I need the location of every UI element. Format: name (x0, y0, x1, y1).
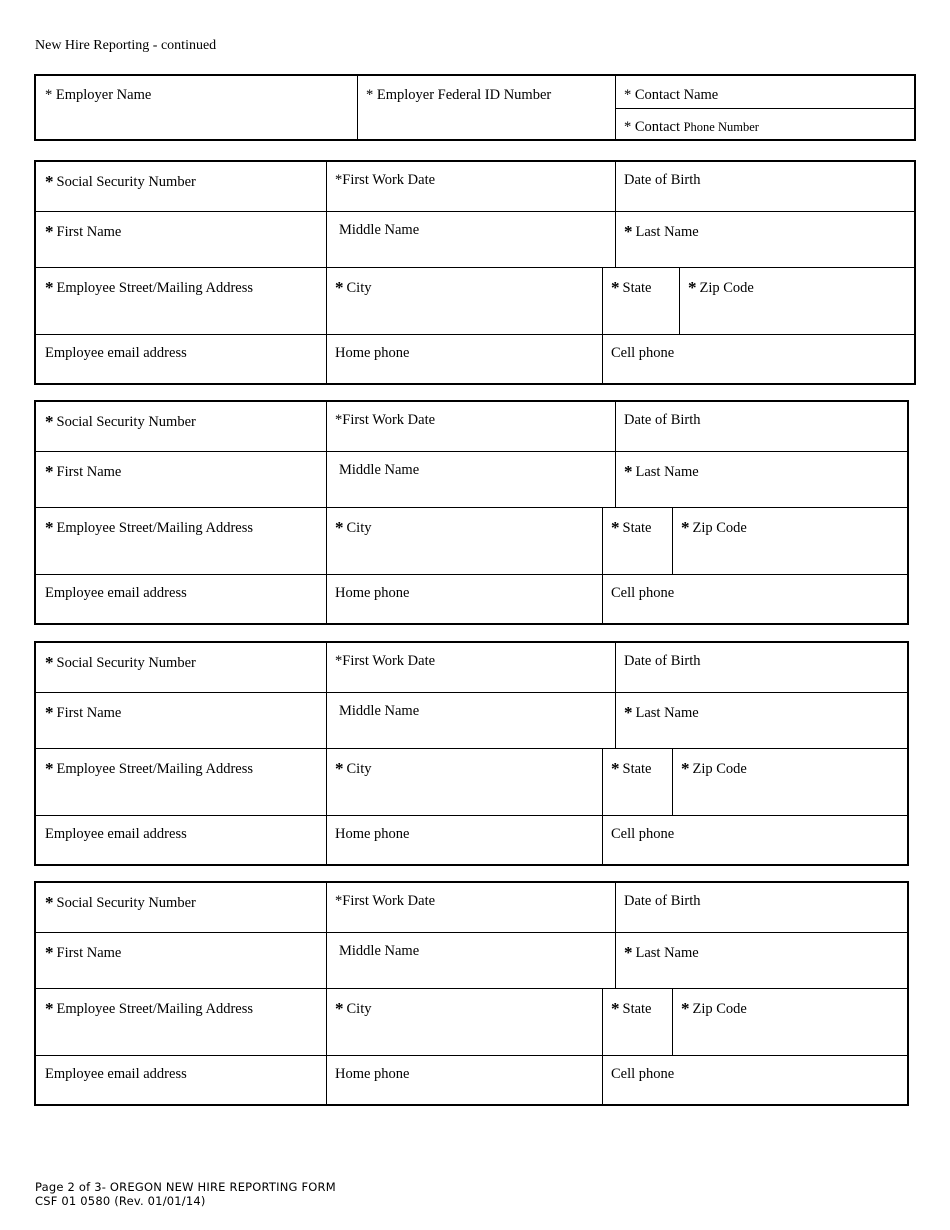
last-name-label: Last Name (635, 464, 699, 480)
contact-name-label: Contact Name (634, 87, 719, 103)
employee-record-4 (34, 881, 909, 1106)
employer-name-field[interactable]: * Employer Name (45, 87, 152, 103)
middle-name-field[interactable] (330, 933, 615, 988)
email-label: Employee email address (45, 345, 187, 361)
city-label: City (346, 280, 372, 296)
first-name-field[interactable]: * First Name (45, 943, 122, 962)
zip-label: Zip Code (699, 280, 754, 296)
home-phone-field[interactable] (326, 575, 602, 625)
employer-fein-field[interactable]: * Employer Federal ID Number (366, 87, 552, 103)
zip-label: Zip Code (692, 1001, 747, 1017)
dob-field[interactable] (615, 402, 909, 451)
first-work-date-label: *First Work Date (335, 412, 436, 428)
zip-label: Zip Code (692, 520, 747, 536)
last-name-field[interactable]: * Last Name (624, 462, 699, 481)
email-field[interactable] (36, 335, 326, 385)
dob-label: Date of Birth (624, 412, 701, 428)
first-work-date-label: *First Work Date (335, 653, 436, 669)
footer-page-info: Page 2 of 3- OREGON NEW HIRE REPORTING FORM (35, 1180, 336, 1194)
contact-phone-field[interactable]: * Contact Phone Number (624, 119, 759, 135)
home-phone-label: Home phone (335, 1066, 410, 1082)
city-label: City (346, 520, 372, 536)
first-work-date-field[interactable] (326, 162, 615, 211)
cell-phone-field[interactable] (602, 1056, 909, 1106)
first-work-date-label: *First Work Date (335, 893, 436, 909)
city-field[interactable]: * City (335, 999, 372, 1018)
email-label: Employee email address (45, 585, 187, 601)
employee-record-1 (34, 160, 916, 385)
dob-label: Date of Birth (624, 893, 701, 909)
home-phone-label: Home phone (335, 585, 410, 601)
home-phone-label: Home phone (335, 345, 410, 361)
first-name-field[interactable]: * First Name (45, 703, 122, 722)
email-field[interactable] (36, 816, 326, 866)
state-label: State (622, 761, 652, 777)
address-field[interactable]: * Employee Street/Mailing Address (45, 518, 254, 537)
middle-name-label: Middle Name (339, 703, 420, 719)
ssn-label: Social Security Number (56, 414, 196, 430)
ssn-field[interactable]: * Social Security Number (45, 172, 196, 191)
state-label: State (622, 1001, 652, 1017)
first-work-date-label: *First Work Date (335, 172, 436, 188)
address-label: Employee Street/Mailing Address (56, 761, 254, 777)
last-name-label: Last Name (635, 224, 699, 240)
city-field[interactable]: * City (335, 278, 372, 297)
city-label: City (346, 1001, 372, 1017)
email-label: Employee email address (45, 1066, 187, 1082)
address-field[interactable]: * Employee Street/Mailing Address (45, 999, 254, 1018)
dob-field[interactable] (615, 883, 909, 932)
employer-info-box (34, 74, 916, 141)
middle-name-field[interactable] (330, 212, 615, 267)
address-label: Employee Street/Mailing Address (56, 520, 254, 536)
employer-name-label: Employer Name (55, 87, 152, 103)
ssn-label: Social Security Number (56, 895, 196, 911)
middle-name-field[interactable] (330, 693, 615, 748)
contact-name-field[interactable]: * Contact Name (624, 87, 719, 103)
state-label: State (622, 280, 652, 296)
middle-name-label: Middle Name (339, 222, 420, 238)
middle-name-label: Middle Name (339, 462, 420, 478)
employer-fein-label: Employer Federal ID Number (376, 87, 552, 103)
state-field[interactable]: * State (611, 999, 652, 1018)
page-title: New Hire Reporting - continued (35, 38, 217, 53)
address-field[interactable]: * Employee Street/Mailing Address (45, 759, 254, 778)
last-name-label: Last Name (635, 945, 699, 961)
state-field[interactable]: * State (611, 278, 652, 297)
address-label: Employee Street/Mailing Address (56, 1001, 254, 1017)
cell-phone-label: Cell phone (611, 345, 675, 361)
ssn-field[interactable]: * Social Security Number (45, 412, 196, 431)
contact-phone-label: Contact (634, 119, 680, 135)
zip-field[interactable]: * Zip Code (681, 759, 747, 778)
state-field[interactable]: * State (611, 518, 652, 537)
cell-phone-field[interactable] (602, 575, 909, 625)
last-name-field[interactable]: * Last Name (624, 943, 699, 962)
employee-record-2 (34, 400, 909, 625)
home-phone-label: Home phone (335, 826, 410, 842)
address-label: Employee Street/Mailing Address (56, 280, 254, 296)
middle-name-field[interactable] (330, 452, 615, 507)
last-name-label: Last Name (635, 705, 699, 721)
dob-label: Date of Birth (624, 653, 701, 669)
state-label: State (622, 520, 652, 536)
email-label: Employee email address (45, 826, 187, 842)
city-field[interactable]: * City (335, 518, 372, 537)
cell-phone-field[interactable] (602, 335, 916, 385)
zip-field[interactable]: * Zip Code (681, 518, 747, 537)
zip-field[interactable]: * Zip Code (681, 999, 747, 1018)
email-field[interactable] (36, 575, 326, 625)
city-label: City (346, 761, 372, 777)
first-work-date-field[interactable] (326, 643, 615, 692)
first-name-label: First Name (56, 464, 122, 480)
last-name-field[interactable]: * Last Name (624, 222, 699, 241)
ssn-field[interactable]: * Social Security Number (45, 653, 196, 672)
last-name-field[interactable]: * Last Name (624, 703, 699, 722)
ssn-label: Social Security Number (56, 655, 196, 671)
cell-phone-field[interactable] (602, 816, 909, 866)
home-phone-field[interactable] (326, 1056, 602, 1106)
state-field[interactable]: * State (611, 759, 652, 778)
email-field[interactable] (36, 1056, 326, 1106)
dob-field[interactable] (615, 643, 909, 692)
address-field[interactable]: * Employee Street/Mailing Address (45, 278, 254, 297)
home-phone-field[interactable] (326, 335, 602, 385)
footer-form-number: CSF 01 0580 (Rev. 01/01/14) (35, 1194, 206, 1208)
first-name-label: First Name (56, 705, 122, 721)
zip-field[interactable]: * Zip Code (688, 278, 754, 297)
cell-phone-label: Cell phone (611, 826, 675, 842)
home-phone-field[interactable] (326, 816, 602, 866)
employee-record-3 (34, 641, 909, 866)
cell-phone-label: Cell phone (611, 1066, 675, 1082)
first-name-field[interactable]: * First Name (45, 222, 122, 241)
first-name-label: First Name (56, 224, 122, 240)
dob-field[interactable] (615, 162, 916, 211)
first-name-label: First Name (56, 945, 122, 961)
ssn-field[interactable]: * Social Security Number (45, 893, 196, 912)
middle-name-label: Middle Name (339, 943, 420, 959)
city-field[interactable]: * City (335, 759, 372, 778)
first-work-date-field[interactable] (326, 883, 615, 932)
first-name-field[interactable]: * First Name (45, 462, 122, 481)
zip-label: Zip Code (692, 761, 747, 777)
footer (35, 1180, 336, 1208)
dob-label: Date of Birth (624, 172, 701, 188)
first-work-date-field[interactable] (326, 402, 615, 451)
ssn-label: Social Security Number (56, 174, 196, 190)
cell-phone-label: Cell phone (611, 585, 675, 601)
